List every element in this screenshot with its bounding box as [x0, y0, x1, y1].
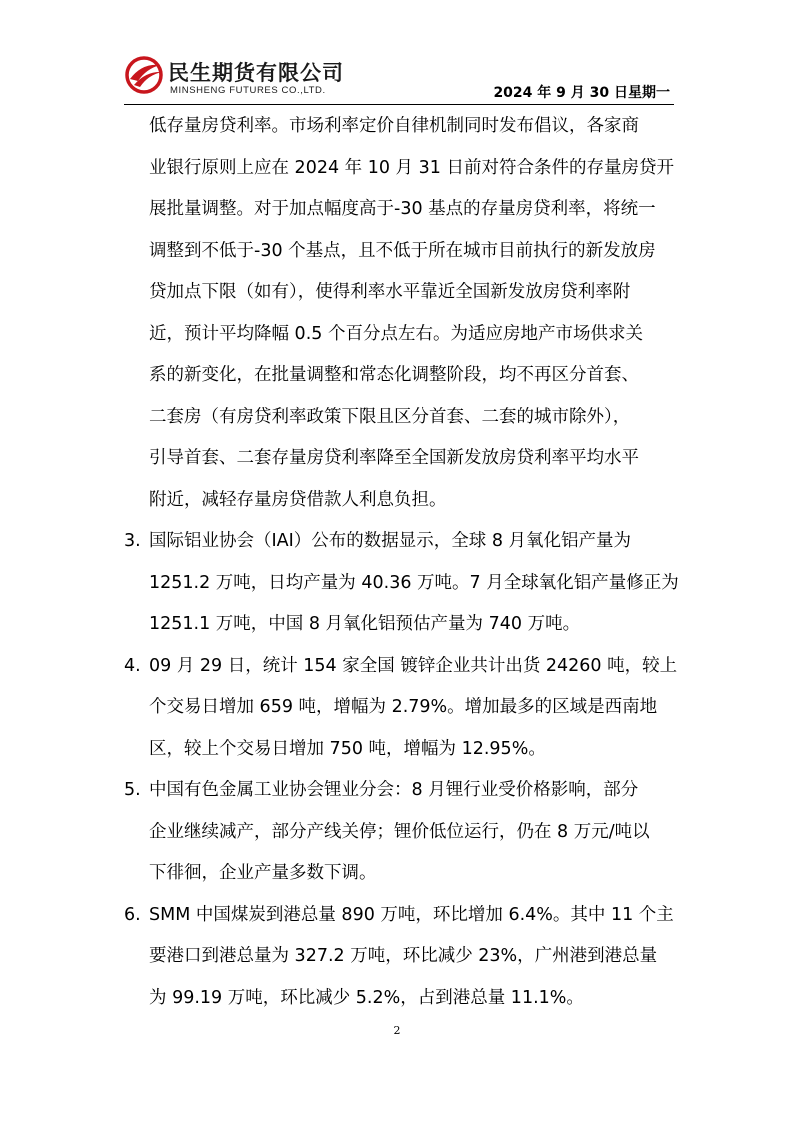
page-header [124, 55, 674, 105]
text-line: SMM 中国煤炭到港总量 890 万吨，环比增加 6.4%。其中 11 个主 [149, 904, 674, 925]
list-item [124, 770, 679, 895]
text-line: 1251.1 万吨，中国 8 月氧化铝预估产量为 740 万吨。 [149, 614, 581, 634]
text-line: 二套房（有房贷利率政策下限且区分首套、二套的城市除外）， [149, 406, 631, 427]
text-line: 要港口到港总量为 327.2 万吨，环比减少 23%，广州港到港总量 [149, 946, 658, 966]
report-date: 2024 年 9 月 30 日星期一 [493, 85, 670, 101]
text-line: 个交易日增加 659 吨，增幅为 2.79%。增加最多的区域是西南地 [149, 697, 658, 717]
text-line: 中国有色金属工业协会锂业分会：8 月锂行业受价格影响，部分 [149, 780, 639, 800]
company-name-en: MINSHENG FUTURES CO.,LTD. [170, 85, 326, 96]
text-line: 贷加点下限（如有），使得利率水平靠近全国新发放房贷利率附 [149, 282, 631, 302]
page-number: 2 [393, 1024, 401, 1037]
text-line: 引导首套、二套存量房贷利率降至全国新发放房贷利率平均水平 [149, 448, 639, 468]
list-item [124, 521, 679, 646]
text-line: 区，较上个交易日增加 750 吨，增幅为 12.95%。 [149, 738, 546, 759]
text-line: 展批量调整。对于加点幅度高于-30 基点的存量房贷利率，将统一 [149, 199, 656, 219]
text-line: 近，预计平均降幅 0.5 个百分点左右。为适应房地产市场供求关 [149, 323, 643, 344]
text-line: 国际铝业协会（IAI）公布的数据显示，全球 8 月氧化铝产量为 [149, 531, 632, 551]
item-number: 3. [124, 531, 141, 551]
text-line: 1251.2 万吨，日均产量为 40.36 万吨。7 月全球氧化铝产量修正为 [149, 572, 679, 593]
text-line: 09 月 29 日，统计 154 家全国 镀锌企业共计出货 24260 吨，较上 [149, 655, 678, 676]
item-number: 5. [124, 780, 141, 800]
document-body [124, 106, 679, 1019]
text-line: 低存量房贷利率。市场利率定价自律机制同时发布倡议，各家商 [149, 116, 639, 136]
header-divider [124, 104, 674, 105]
list-item [124, 895, 679, 1020]
minsheng-logo-icon [124, 55, 164, 95]
text-line: 附近，减轻存量房贷借款人利息负担。 [149, 489, 447, 510]
text-line: 为 99.19 万吨，环比减少 5.2%，占到港总量 11.1%。 [149, 987, 584, 1008]
text-line: 下徘徊，企业产量多数下调。 [149, 863, 377, 883]
text-line: 企业继续减产，部分产线关停；锂价低位运行，仍在 8 万元/吨以 [149, 821, 650, 842]
text-line: 系的新变化，在批量调整和常态化调整阶段，均不再区分首套、 [149, 365, 639, 385]
item-number: 4. [124, 655, 141, 676]
item-number: 6. [124, 904, 141, 925]
text-line: 业银行原则上应在 2024 年 10 月 31 日前对符合条件的存量房贷开 [149, 157, 674, 178]
list-item [124, 646, 679, 771]
company-name-cn: 民生期货有限公司 [168, 61, 344, 85]
continuation-paragraph [124, 106, 679, 521]
text-line: 调整到不低于-30 个基点，且不低于所在城市目前执行的新发放房 [149, 240, 656, 261]
